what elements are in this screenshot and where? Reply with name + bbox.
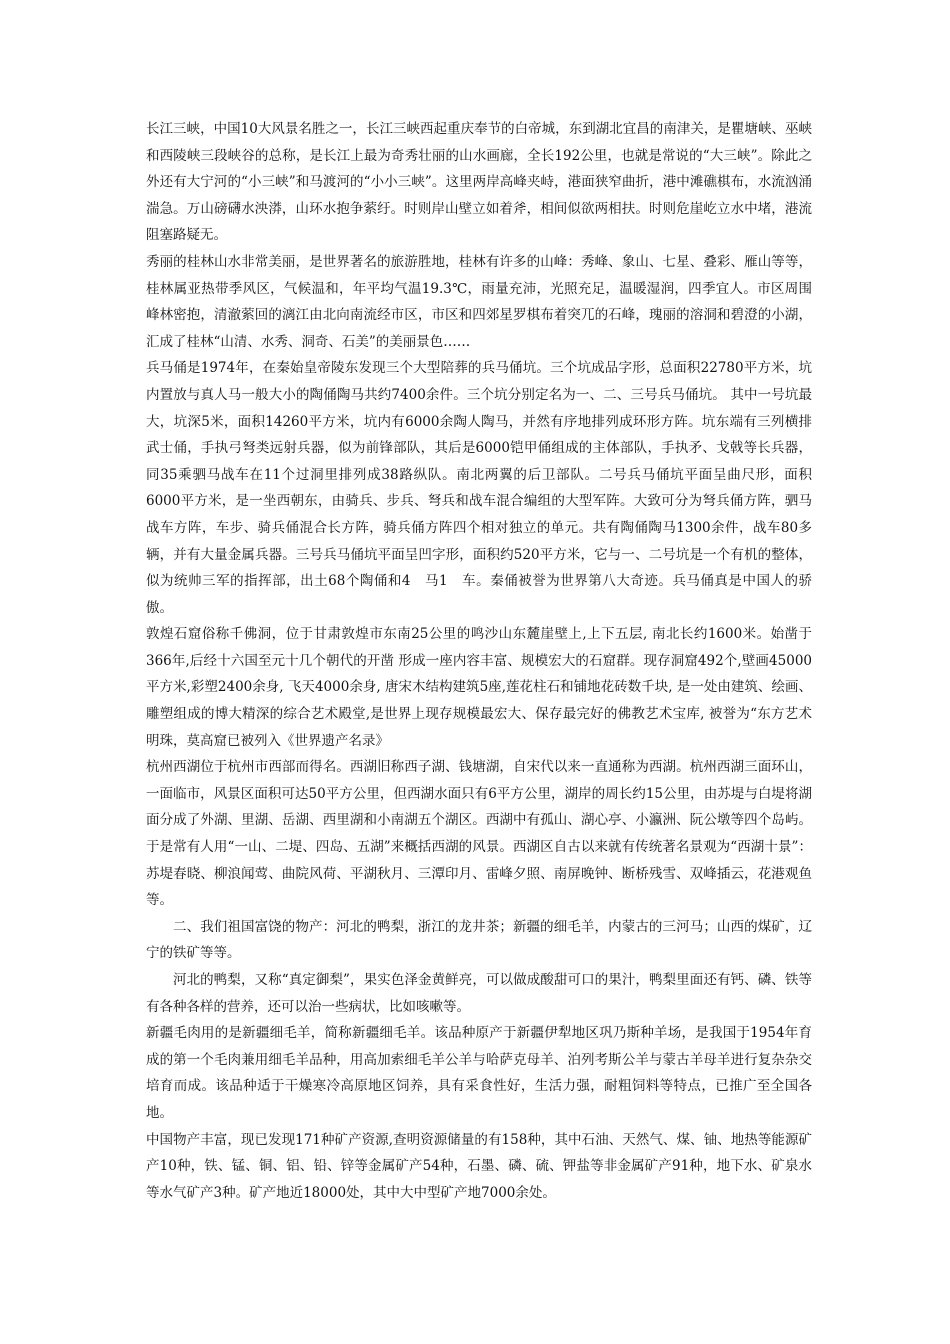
paragraph-mineral-resources: 中国物产丰富，现已发现171种矿产资源,查明资源储量的有158种，其中石油、天然气、煤、铀、地热等能源矿产10种，铁、锰、铜、铝、铅、锌等金属矿产54种，石墨、磷、硫、钾盐等非金属矿产91种，地下水、矿泉水等水气矿产3种。矿产地近18000处，其中大中型矿产地7000余处。 xyxy=(146,1131,812,1201)
paragraph-three-gorges: 长江三峡，中国10大风景名胜之一，长江三峡西起重庆奉节的白帝城，东到湖北宜昌的南津关，是瞿塘峡、巫峡和西陵峡三段峡谷的总称，是长江上最为奇秀壮丽的山水画廊，全长192公里，也就是常说的“大三峡”。除此之外还有大宁河的“小三峡”和马渡河的“小小三峡”。这里两岸高峰夹峙，港面狭窄曲折，港中滩礁棋布，水流汹涌湍急。万山磅礴水泱漭，山环水抱争萦纡。时则岸山壁立如着斧，相间似欲两相扶。时则危崖屹立水中堵，港流阻塞路疑无。 xyxy=(146,121,812,244)
document-body xyxy=(146,116,812,1206)
paragraph-guilin: 秀丽的桂林山水非常美丽，是世界著名的旅游胜地，桂林有许多的山峰：秀峰、象山、七星、叠彩、雁山等等，桂林属亚热带季风区，气候温和，年平均气温19.3℃，雨量充沛，光照充足，温暖湿润，四季宜人。市区周围峰林密抱，清澈萦回的漓江由北向南流经市区，市区和四郊星罗棋布着突兀的石峰，瑰丽的溶洞和碧澄的小湖，汇成了桂林“山清、水秀、洞奇、石美”的美丽景色…… xyxy=(146,253,812,350)
paragraph-west-lake: 杭州西湖位于杭州市西部而得名。西湖旧称西子湖、钱塘湖，自宋代以来一直通称为西湖。杭州西湖三面环山，一面临市，风景区面积可达50平方公里，但西湖水面只有6平方公里，湖岸的周长约15公里，由苏堤与白堤将湖面分成了外湖、里湖、岳湖、西里湖和小南湖五个湖区。西湖中有孤山、湖心亭、小瀛洲、阮公墩等四个岛屿。于是常有人用“一山、二堤、四岛、五湖”来概括西湖的风景。西湖区自古以来就有传统著名景观为“西湖十景”：苏堤春晓、柳浪闻莺、曲院风荷、平湖秋月、三潭印月、雷峰夕照、南屏晚钟、断桥残雪、双峰插云，花港观鱼等。 xyxy=(146,759,812,909)
paragraph-terracotta-army: 兵马俑是1974年，在秦始皇帝陵东发现三个大型陪葬的兵马俑坑。三个坑成品字形，总面积22780平方米，坑内置放与真人马一般大小的陶俑陶马共约7400余件。三个坑分别定名为一、二、三号兵马俑坑。 其中一号坑最大，坑深5米，面积14260平方米，坑内有6000余陶人陶马，并然有序地排列成环形方阵。坑东端有三列横排武士俑，手执弓弩类远射兵器，似为前锋部队，其后是6000铠甲俑组成的主体部队，手执矛、戈戟等长兵器，同35乘驷马战车在11个过洞里排列成38路纵队。南北两翼的后卫部队。二号兵马俑坑平面呈曲尺形，面积6000平方米，是一坐西朝东，由骑兵、步兵、弩兵和战车混合编组的大型军阵。大致可分为弩兵俑方阵，驷马战车方阵，车步、骑兵俑混合长方阵，骑兵俑方阵四个相对独立的单元。共有陶俑陶马1300余件，战车80多辆，并有大量金属兵器。三号兵马俑坑平面呈凹字形，面积约520平方米，它与一、二号坑是一个有机的整体，似为统帅三军的指挥部，出土68个陶俑和4 马1 车。秦俑被誉为世界第八大奇迹。兵马俑真是中国人的骄傲。 xyxy=(146,360,812,616)
paragraph-yali-pear: 河北的鸭梨，又称“真定御梨”，果实色泽金黄鲜亮，可以做成酸甜可口的果汁，鸭梨里面还有钙、磷、铁等有各种各样的营养，还可以治一些病状，比如咳嗽等。 xyxy=(146,972,812,1015)
paragraph-dunhuang: 敦煌石窟俗称千佛洞，位于甘肃敦煌市东南25公里的鸣沙山东麓崖壁上,上下五层, 南北长约1600米。始凿于366年,后经十六国至元十几个朝代的开凿 形成一座内容丰富、规模宏大的石窟群。现存洞窟492个,壁画45000平方米,彩塑2400余身, 飞天4000余身, 唐宋木结构建筑5座,莲花柱石和铺地花砖数千块, 是一处由建筑、绘画、雕塑组成的博大精深的综合艺术殿堂,是世界上现存规模最宏大、保存最完好的佛教艺术宝库, 被誉为“东方艺术明珠，莫高窟已被列入《世界遗产名录》 xyxy=(146,626,812,749)
paragraph-xinjiang-sheep: 新疆毛肉用的是新疆细毛羊，简称新疆细毛羊。该品种原产于新疆伊犁地区巩乃斯种羊场，是我国于1954年育成的第一个毛肉兼用细毛羊品种，用高加索细毛羊公羊与哈萨克母羊、泊列考斯公羊与蒙古羊母羊进行复杂杂交培育而成。该品种适于干燥寒冷高原地区饲养，具有采食性好，生活力强，耐粗饲料等特点，已推广至全国各地。 xyxy=(146,1025,812,1121)
paragraph-products-intro: 二、我们祖国富饶的物产：河北的鸭梨，浙江的龙井茶；新疆的细毛羊，内蒙古的三河马；山西的煤矿，辽宁的铁矿等等。 xyxy=(146,918,812,962)
